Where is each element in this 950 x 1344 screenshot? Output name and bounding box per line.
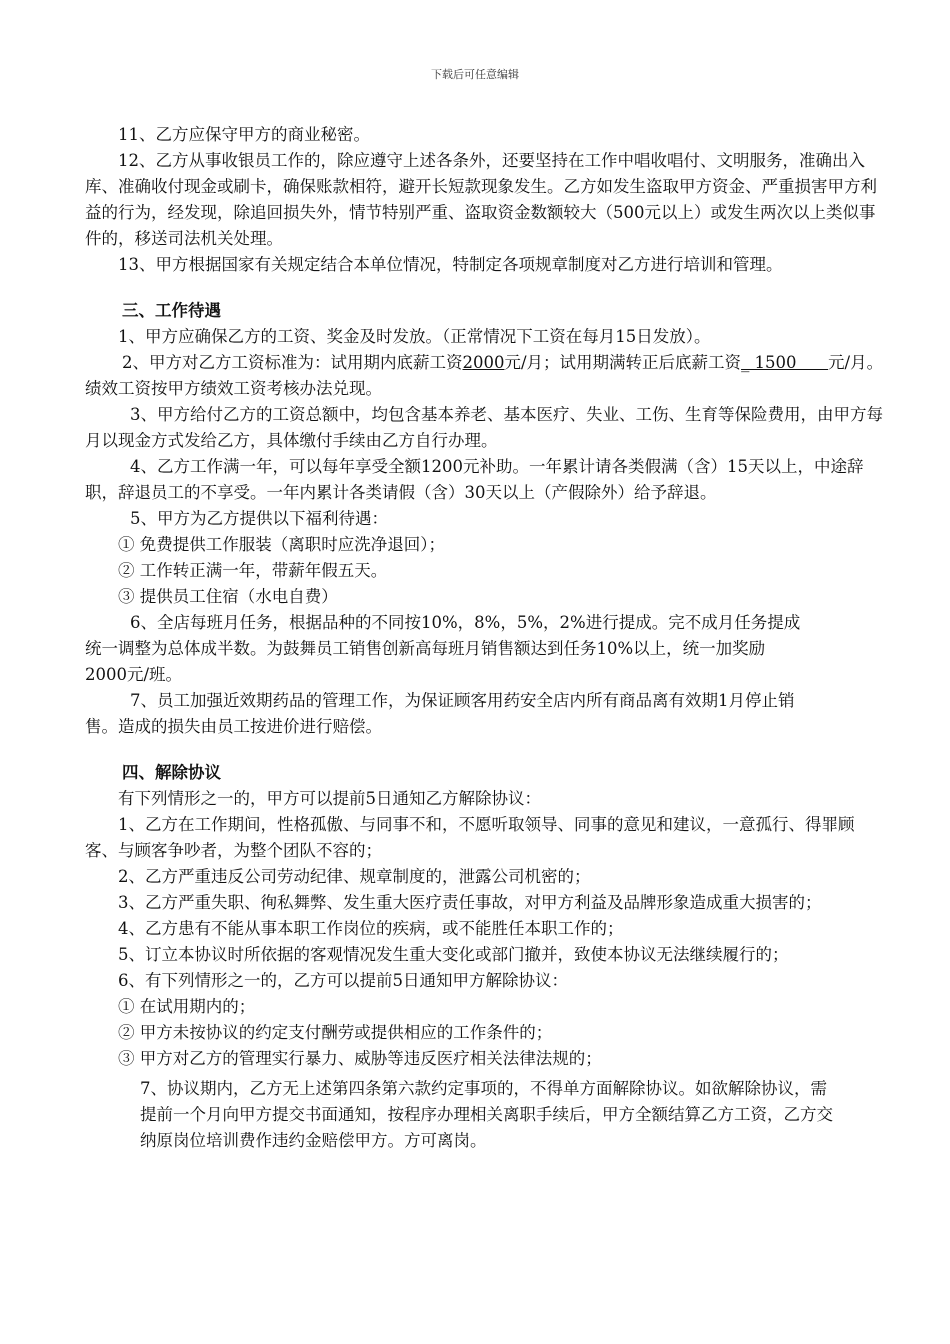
clause-11: 11、乙方应保守甲方的商业秘密。 xyxy=(118,125,370,144)
page-header: 下载后可任意编辑 xyxy=(431,68,519,81)
pay-clause-2-c: 元/月。绩效工资按甲方绩效工资考核办法兑现。 xyxy=(85,353,884,398)
termination-4: 4、乙方患有不能从事本职工作岗位的疾病，或不能胜任本职工作的； xyxy=(118,919,624,938)
termination-7: 7、协议期内，乙方无上述第四条第六款约定事项的，不得单方面解除协议。如欲解除协议，需提前一个月向甲方提交书面通知，按程序办理相关离职手续后，甲方全额结算乙方工资，乙方交纳原岗位培训费作违约金赔偿甲方。方可离岗。 xyxy=(140,1079,833,1150)
pay-clause-7: 7、员工加强近效期药品的管理工作，为保证顾客用药安全店内所有商品离有效期1月停止销售。造成的损失由员工按进价进行赔偿。 xyxy=(85,691,795,736)
clause-12: 12、乙方从事收银员工作的，除应遵守上述各条外，还要坚持在工作中唱收唱付、文明服务，准确出入库、准确收付现金或刷卡，确保账款相符，避开长短款现象发生。乙方如发生盗取甲方资金、严重损害甲方利益的行为，经发现，除追回损失外，情节特别严重、盗取资金数额较大（500元以上）或发生两次以上类似事件的，移送司法机关处理。 xyxy=(85,151,877,248)
regular-salary: _ 1500 xyxy=(741,353,829,372)
probation-salary: 2000 xyxy=(462,353,505,372)
pay-clause-2-a: 2、甲方对乙方工资标准为：试用期内底薪工资 xyxy=(122,353,463,372)
pay-clause-2 xyxy=(85,350,885,402)
employee-case-2: ② 甲方未按协议的约定支付酬劳或提供相应的工作条件的； xyxy=(118,1023,553,1042)
termination-intro: 有下列情形之一的，甲方可以提前5日通知乙方解除协议： xyxy=(118,789,541,808)
termination-5: 5、订立本协议时所依据的客观情况发生重大变化或部门撤并，致使本协议无法继续履行的； xyxy=(118,945,789,964)
document-body xyxy=(85,122,885,1154)
termination-1: 1、乙方在工作期间，性格孤傲、与同事不和，不愿听取领导、同事的意见和建议，一意孤行、得罪顾客、与顾客争吵者，为整个团队不容的； xyxy=(85,815,855,860)
pay-clause-1: 1、甲方应确保乙方的工资、奖金及时发放。（正常情况下工资在每月15日发放）。 xyxy=(118,327,711,346)
welfare-2: ② 工作转正满一年，带薪年假五天。 xyxy=(118,561,388,580)
employee-case-3: ③ 甲方对乙方的管理实行暴力、威胁等违反医疗相关法律法规的； xyxy=(118,1049,602,1068)
termination-3: 3、乙方严重失职、徇私舞弊、发生重大医疗责任事故，对甲方利益及品牌形象造成重大损害的； xyxy=(118,893,822,912)
welfare-1: ① 免费提供工作服装（离职时应洗净退回）； xyxy=(118,535,445,554)
pay-clause-2-b: 元/月；试用期满转正后底薪工资 xyxy=(504,353,742,372)
pay-clause-5: 5、甲方为乙方提供以下福利待遇： xyxy=(130,509,388,528)
pay-clause-3: 3、甲方给付乙方的工资总额中，均包含基本养老、基本医疗、失业、工伤、生育等保险费用，由甲方每月以现金方式发给乙方，具体缴付手续由乙方自行办理。 xyxy=(85,405,883,450)
pay-clause-4: 4、乙方工作满一年，可以每年享受全额1200元补助。一年累计请各类假满（含）15天以上，中途辞职，辞退员工的不享受。一年内累计各类请假（含）30天以上（产假除外）给予辞退。 xyxy=(85,457,864,502)
section-4-title: 四、解除协议 xyxy=(122,763,221,782)
section-3-title: 三、工作待遇 xyxy=(122,301,221,320)
employee-case-1: ① 在试用期内的； xyxy=(118,997,256,1016)
welfare-3: ③ 提供员工住宿（水电自费） xyxy=(118,587,338,606)
termination-2: 2、乙方严重违反公司劳动纪律、规章制度的，泄露公司机密的； xyxy=(118,867,591,886)
termination-6: 6、有下列情形之一的，乙方可以提前5日通知甲方解除协议： xyxy=(118,971,568,990)
clause-13: 13、甲方根据国家有关规定结合本单位情况，特制定各项规章制度对乙方进行培训和管理。 xyxy=(118,255,783,274)
pay-clause-6: 6、全店每班月任务，根据品种的不同按10%，8%，5%，2%进行提成。完不成月任务提成统一调整为总体成半数。为鼓舞员工销售创新高每班月销售额达到任务10%以上，统一加奖励2000元/班。 xyxy=(85,613,801,684)
